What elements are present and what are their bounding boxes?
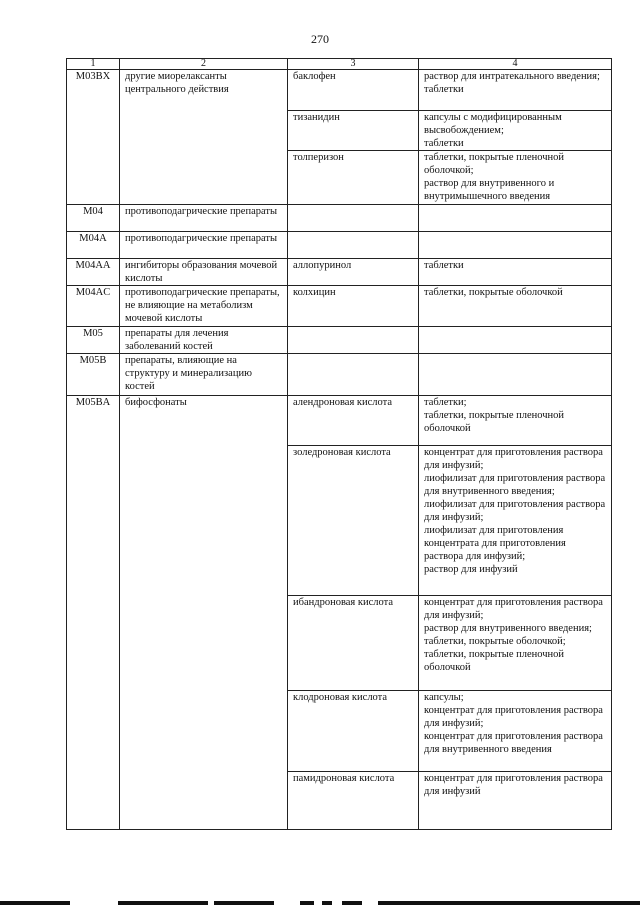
group-name: ингибиторы образования мочевой кислоты (120, 259, 288, 286)
table-row (67, 286, 612, 327)
drug-name: алендроновая кислота (288, 396, 419, 446)
dosage-forms (419, 327, 612, 354)
atc-code: M04AC (67, 286, 120, 327)
dosage-forms: капсулы; концентрат для приготовления раствора для инфузий; концентрат для приготовления раствора для внутривенного введения (419, 691, 612, 772)
atc-code: M03BX (67, 70, 120, 205)
page-number: 270 (311, 32, 329, 46)
table-row (67, 354, 612, 396)
dosage-forms (419, 232, 612, 259)
drug-name: клодроновая кислота (288, 691, 419, 772)
dosage-forms: таблетки, покрытые пленочной оболочкой; раствор для внутривенного и внутримышечного введения (419, 151, 612, 205)
dosage-forms (419, 354, 612, 396)
dosage-forms: концентрат для приготовления раствора для инфузий; лиофилизат для приготовления раствора для внутривенного введения; лиофилизат для приготовления раствора для инфузий; лиофилизат для приготовления концентрата для приготовления раствора для инфузий; раствор для инфузий (419, 446, 612, 596)
drug-name: золедроновая кислота (288, 446, 419, 596)
drug-name: ибандроновая кислота (288, 596, 419, 691)
atc-code: M05 (67, 327, 120, 354)
table-row (67, 232, 612, 259)
drug-name: толперизон (288, 151, 419, 205)
group-name: препараты для лечения заболеваний костей (120, 327, 288, 354)
column-header-3: 3 (288, 59, 419, 70)
column-header-2: 2 (120, 59, 288, 70)
scan-edge-bar (0, 895, 640, 905)
drug-name (288, 205, 419, 232)
dosage-forms: таблетки; таблетки, покрытые пленочной оболочкой (419, 396, 612, 446)
drug-name: колхицин (288, 286, 419, 327)
table-row (67, 70, 612, 111)
drug-name (288, 232, 419, 259)
table-row (67, 327, 612, 354)
group-name: бифосфонаты (120, 396, 288, 830)
atc-code: M05BA (67, 396, 120, 830)
table-row (67, 396, 612, 446)
table-header-row (67, 59, 612, 70)
atc-code: M04A (67, 232, 120, 259)
group-name: противоподагрические препараты (120, 232, 288, 259)
drug-name: памидроновая кислота (288, 772, 419, 830)
drug-table (66, 58, 612, 830)
drug-name: баклофен (288, 70, 419, 111)
group-name: противоподагрические препараты (120, 205, 288, 232)
atc-code: M05B (67, 354, 120, 396)
drug-name: тизанидин (288, 111, 419, 151)
drug-name: аллопуринол (288, 259, 419, 286)
atc-code: M04 (67, 205, 120, 232)
dosage-forms: таблетки (419, 259, 612, 286)
column-header-1: 1 (67, 59, 120, 70)
table-row (67, 205, 612, 232)
group-name: препараты, влияющие на структуру и минерализацию костей (120, 354, 288, 396)
dosage-forms: концентрат для приготовления раствора для инфузий (419, 772, 612, 830)
dosage-forms: раствор для интратекального введения; таблетки (419, 70, 612, 111)
drug-name (288, 354, 419, 396)
atc-code: M04AA (67, 259, 120, 286)
column-header-4: 4 (419, 59, 612, 70)
group-name: противоподагрические препараты, не влияющие на метаболизм мочевой кислоты (120, 286, 288, 327)
dosage-forms (419, 205, 612, 232)
dosage-forms: концентрат для приготовления раствора для инфузий; раствор для внутривенного введения; таблетки, покрытые оболочкой; таблетки, покрытые пленочной оболочкой (419, 596, 612, 691)
dosage-forms: таблетки, покрытые оболочкой (419, 286, 612, 327)
drug-name (288, 327, 419, 354)
group-name: другие миорелаксанты центрального действия (120, 70, 288, 205)
dosage-forms: капсулы с модифицированным высвобождением; таблетки (419, 111, 612, 151)
table-row (67, 259, 612, 286)
